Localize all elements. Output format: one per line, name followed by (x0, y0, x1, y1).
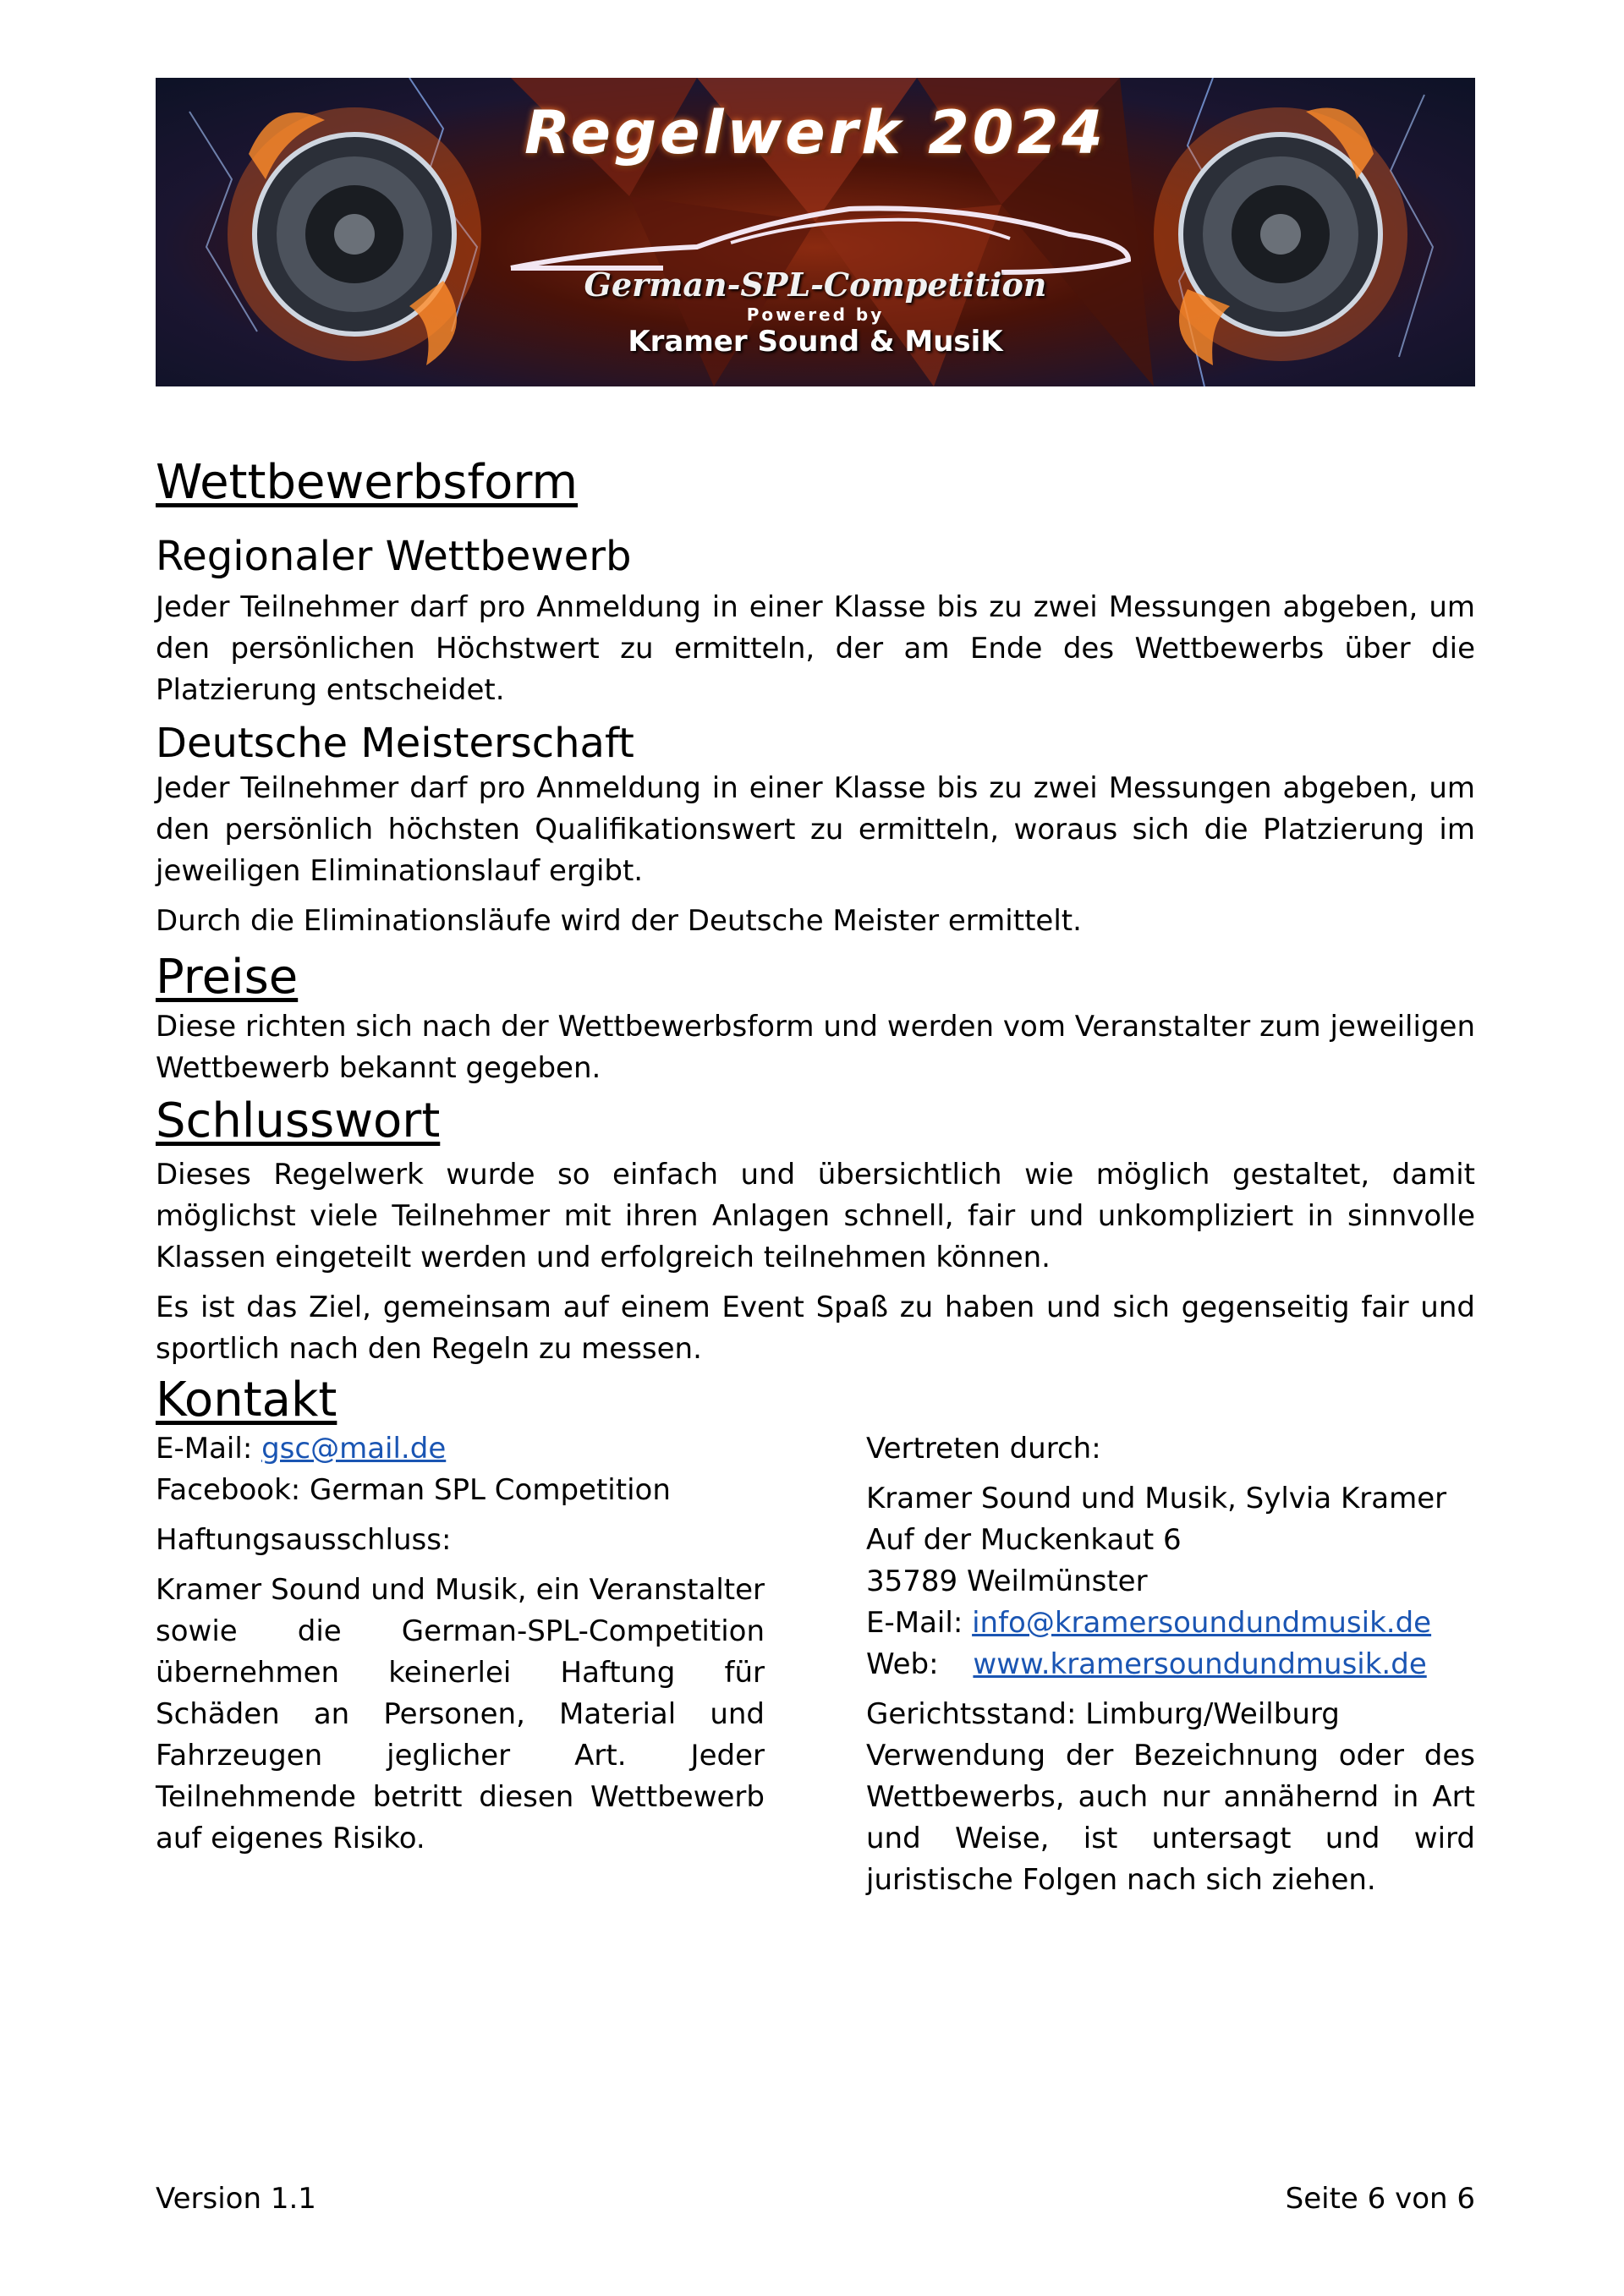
paragraph-dm-2: Durch die Eliminationsläufe wird der Deutsche Meister ermittelt. (156, 904, 1082, 939)
page-footer (156, 2182, 1475, 2216)
section-kontakt (156, 1372, 1475, 1901)
heading-schlusswort: Schlusswort (156, 1093, 441, 1148)
heading-preise: Preise (156, 950, 299, 1006)
banner-powered-by: Powered by (746, 304, 885, 325)
page-content (156, 78, 1475, 1901)
footer-version: Version 1.1 (156, 2182, 316, 2216)
vertreten-label: Vertreten durch: (866, 1431, 1101, 1466)
email2-label: E-Mail: (866, 1605, 963, 1640)
email-label: E-Mail: (156, 1431, 253, 1466)
section-preise (156, 949, 1475, 1088)
paragraph-schlusswort-2: Es ist das Ziel, gemeinsam auf einem Event Spaß zu haben und sich gegenseitig fair und sportlich nach den Regeln zu messen. (156, 1290, 1475, 1366)
header-banner (156, 78, 1475, 386)
street: Auf der Muckenkaut 6 (866, 1522, 1182, 1557)
paragraph-regional: Jeder Teilnehmer darf pro Anmeldung in einer Klasse bis zu zwei Messungen abgeben, um den persönlichen Höchstwert zu ermitteln, der am Ende des Wettbewerbs über die Platzierung entscheidet. (156, 589, 1475, 707)
email-line (156, 1428, 765, 1470)
facebook-line: Facebook: German SPL Competition (156, 1472, 671, 1507)
haftung-text: Kramer Sound und Musik, ein Veranstalter sowie die German-SPL-Competition übernehmen keinerlei Haftung für Schäden an Personen, Material und Fahrzeugen jeglicher Art. Jeder Teilnehmende betritt diesen Wettbewerb auf eigenes Risiko. (156, 1572, 765, 1855)
section-wettbewerbsform (156, 454, 1475, 942)
city: 35789 Weilmünster (866, 1564, 1148, 1598)
banner-title: Regelwerk 2024 (524, 98, 1106, 167)
heading-regionaler-wettbewerb: Regionaler Wettbewerb (156, 533, 632, 581)
verwendung-text: Verwendung der Bezeichnung oder des Wettbewerbs, auch nur annähernd in Art und Weise, ist untersagt und wird juristische Folgen nach sich ziehen. (866, 1738, 1475, 1897)
email2-link[interactable]: info@kramersoundundmusik.de (972, 1605, 1432, 1640)
paragraph-schlusswort-1: Dieses Regelwerk wurde so einfach und übersichtlich wie möglich gestaltet, damit möglichst viele Teilnehmer mit ihren Anlagen schnell, fair und unkompliziert in sinnvolle Klassen eingeteilt werden und erfolgreich teilnehmen können. (156, 1157, 1475, 1274)
gerichtsstand: Gerichtsstand: Limburg/Weilburg (866, 1696, 1340, 1731)
heading-deutsche-meisterschaft: Deutsche Meisterschaft (156, 719, 634, 767)
company-name: Kramer Sound und Musik, Sylvia Kramer (866, 1481, 1447, 1515)
paragraph-dm-1: Jeder Teilnehmer darf pro Anmeldung in einer Klasse bis zu zwei Messungen abgeben, um den persönlich höchsten Qualifikationswert zu ermitteln, woraus sich die Platzierung im jeweiligen Eliminationslauf ergibt. (156, 771, 1475, 889)
kontakt-left-column (156, 1428, 765, 1901)
haftung-label: Haftungsausschluss: (156, 1522, 452, 1557)
web-label: Web: (866, 1647, 939, 1681)
footer-page-number: Seite 6 von 6 (1285, 2182, 1475, 2216)
kontakt-right-column (866, 1428, 1475, 1901)
paragraph-preise: Diese richten sich nach der Wettbewerbsform und werden vom Veranstalter zum jeweiligen Wettbewerb bekannt gegeben. (156, 1009, 1475, 1085)
heading-kontakt: Kontakt (156, 1372, 337, 1427)
section-schlusswort (156, 1093, 1475, 1370)
email-link[interactable]: gsc@mail.de (261, 1431, 447, 1466)
email2-line (866, 1603, 1475, 1644)
web-line (866, 1644, 1475, 1685)
banner-subtitle: German-SPL-Competition (584, 266, 1047, 304)
banner-brand: Kramer Sound & MusiK (628, 325, 1003, 359)
heading-wettbewerbsform: Wettbewerbsform (156, 455, 579, 510)
web-link[interactable]: www.kramersoundundmusik.de (973, 1647, 1427, 1681)
kontakt-columns (156, 1428, 1475, 1901)
